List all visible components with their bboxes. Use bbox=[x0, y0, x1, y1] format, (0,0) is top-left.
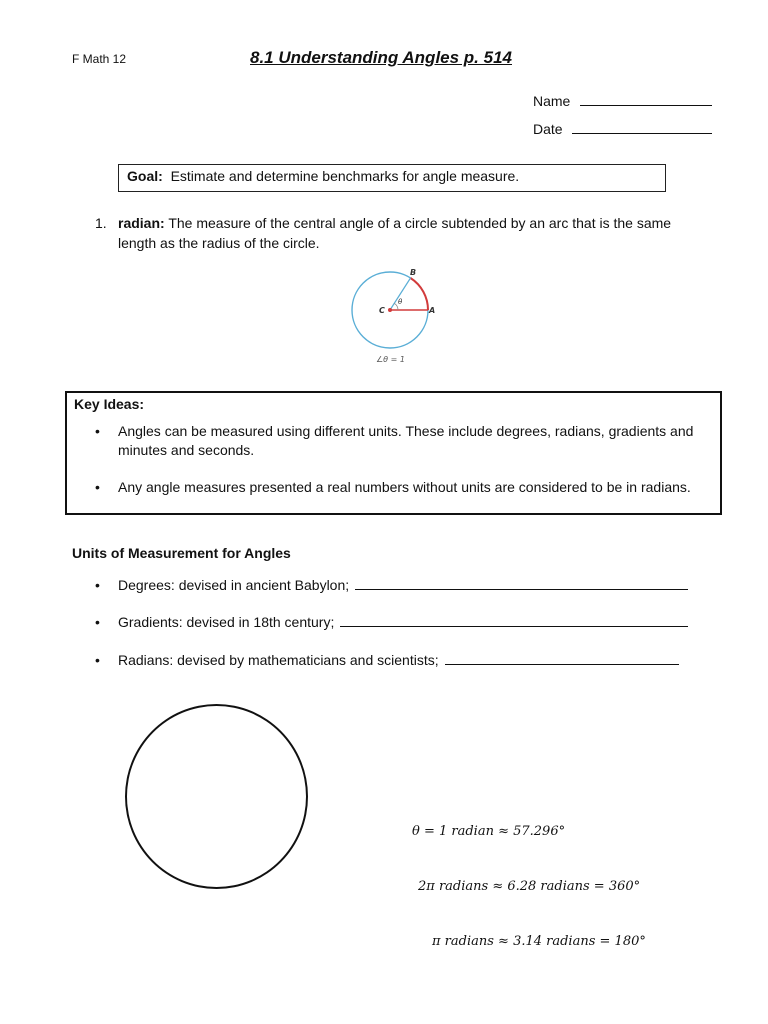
name-label: Name bbox=[533, 93, 571, 109]
answer-blank[interactable] bbox=[445, 650, 679, 665]
name-blank[interactable] bbox=[580, 91, 712, 106]
goal-label: Goal: bbox=[127, 168, 163, 184]
bullet-icon: • bbox=[95, 423, 100, 439]
key-idea-item bbox=[95, 422, 715, 460]
unit-text: Radians: devised by mathematicians and scientists; bbox=[118, 652, 439, 668]
unit-item-radians bbox=[95, 650, 679, 668]
goal-box bbox=[118, 164, 666, 192]
key-idea-item bbox=[95, 478, 715, 497]
definition-term: radian: bbox=[118, 215, 165, 231]
equation-one-radian: θ = 1 radian ≈ 57.296° bbox=[412, 824, 566, 839]
unit-text: Degrees: devised in ancient Babylon; bbox=[118, 577, 350, 593]
date-label: Date bbox=[533, 121, 563, 137]
bullet-icon: • bbox=[95, 652, 100, 668]
key-ideas-title: Key Ideas: bbox=[74, 396, 145, 412]
label-b: B bbox=[410, 268, 417, 277]
answer-blank[interactable] bbox=[340, 612, 688, 627]
definition-item bbox=[95, 213, 695, 253]
key-idea-text: Angles can be measured using different units. These include degrees, radians, gradients and minutes and seconds. bbox=[118, 423, 694, 458]
unit-item-gradients bbox=[95, 612, 688, 630]
date-field-row bbox=[533, 119, 712, 137]
page-title: 8.1 Understanding Angles p. 514 bbox=[250, 48, 512, 67]
key-idea-text: Any angle measures presented a real numbers without units are considered to be in radians. bbox=[118, 479, 691, 495]
key-ideas-box bbox=[65, 391, 722, 515]
date-blank[interactable] bbox=[572, 119, 712, 134]
name-field-row bbox=[533, 91, 712, 109]
diagram-caption: ∠θ = 1 bbox=[376, 355, 405, 364]
definition-text: The measure of the central angle of a circle subtended by an arc that is the same length as the radius of the circle. bbox=[118, 215, 672, 251]
label-c: C bbox=[379, 306, 385, 315]
equation-two-pi: 2π radians ≈ 6.28 radians = 360° bbox=[418, 879, 641, 894]
answer-blank[interactable] bbox=[355, 575, 688, 590]
bullet-icon: • bbox=[95, 614, 100, 630]
unit-item-degrees bbox=[95, 575, 688, 593]
unit-text: Gradients: devised in 18th century; bbox=[118, 614, 335, 630]
blank-circle[interactable] bbox=[125, 704, 308, 889]
radian-diagram bbox=[340, 264, 450, 368]
definition-number: 1. bbox=[95, 215, 107, 231]
bullet-icon: • bbox=[95, 479, 100, 495]
course-label: F Math 12 bbox=[72, 52, 127, 66]
goal-text: Estimate and determine benchmarks for angle measure. bbox=[170, 168, 520, 184]
label-theta: θ bbox=[398, 298, 403, 306]
center-point bbox=[388, 308, 392, 312]
label-a: A bbox=[429, 306, 436, 315]
arc-length-radius bbox=[411, 278, 429, 310]
bullet-icon: • bbox=[95, 577, 100, 593]
equation-pi: π radians ≈ 3.14 radians = 180° bbox=[432, 934, 646, 949]
units-section-title: Units of Measurement for Angles bbox=[72, 545, 291, 561]
